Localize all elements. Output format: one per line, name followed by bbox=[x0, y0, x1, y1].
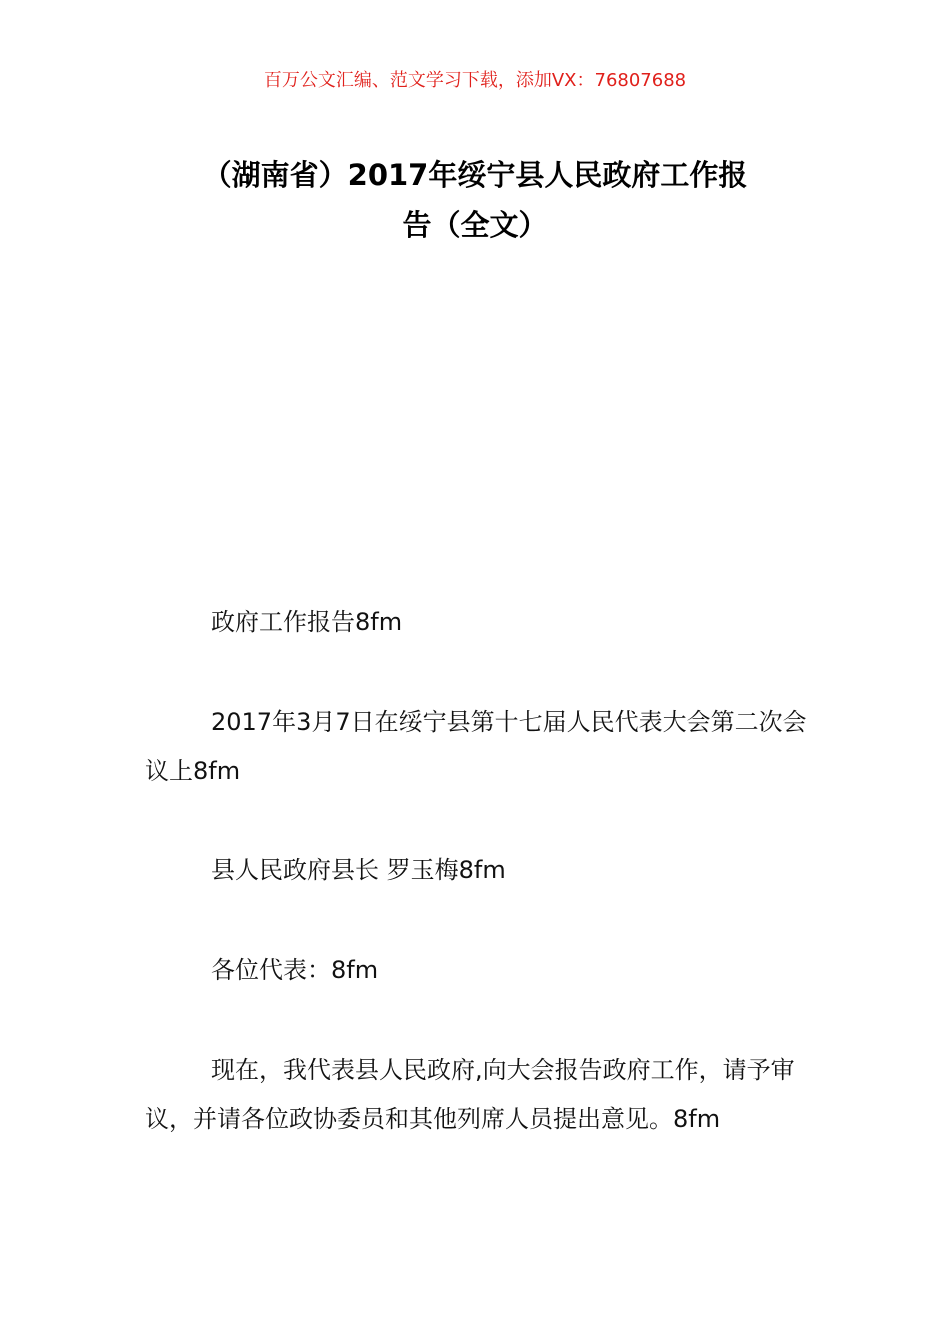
paragraph-salutation: 各位代表：8fm bbox=[211, 956, 379, 984]
document-title bbox=[140, 150, 810, 250]
title-line-2: 告（全文） bbox=[402, 208, 548, 242]
paragraph-meeting-date: 2017年3月7日在绥宁县第十七届人民代表大会第二次会议上8fm bbox=[145, 708, 807, 785]
watermark-banner: 百万公文汇编、范文学习下载，添加VX：76807688 bbox=[263, 70, 687, 91]
paragraph-report-heading: 政府工作报告8fm bbox=[211, 608, 403, 636]
paragraph-opening: 现在，我代表县人民政府,向大会报告政府工作，请予审议，并请各位政协委员和其他列席人员提出意见。8fm bbox=[145, 1056, 795, 1133]
title-line-1: （湖南省）2017年绥宁县人民政府工作报 bbox=[202, 158, 748, 192]
paragraph-speaker: 县人民政府县长 罗玉梅8fm bbox=[211, 856, 506, 884]
